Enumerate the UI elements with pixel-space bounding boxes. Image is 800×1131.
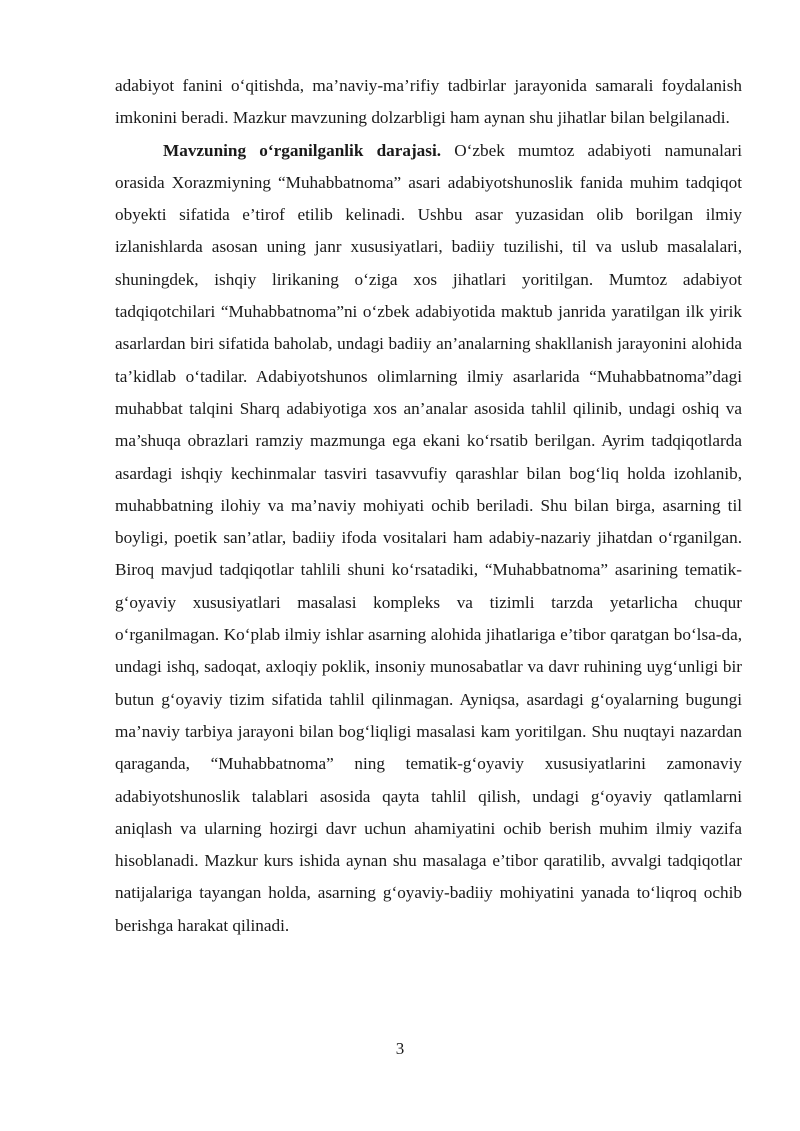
document-page: [115, 70, 742, 942]
section-heading: Mavzuning o‘rganilganlik darajasi.: [163, 140, 442, 160]
section-body: O‘zbek mumtoz adabiyoti namunalari orasida Xorazmiyning “Muhabbatnoma” asari adabiyotshunoslik fanida muhim tadqiqot obyekti sifatida e’tirof etilib kelinadi. Ushbu asar yuzasidan olib borilgan ilmiy izlanishlarda asosan uning janr xususiyatlari, badiiy tuzilishi, til va uslub masalalari, shuningdek, ishqiy lirikaning o‘ziga xos jihatlari yoritilgan. Mumtoz adabiyot tadqiqotchilari “Muhabbatnoma”ni o‘zbek adabiyotida maktub janrida yaratilgan ilk yirik asarlardan biri sifatida baholab, undagi badiiy an’analarning shakllanish jarayonini alohida ta’kidlab o‘tadilar. Adabiyotshunos olimlarning ilmiy asarlarida “Muhabbatnoma”dagi muhabbat talqini Sharq adabiyotiga xos an’analar asosida tahlil qilinib, undagi oshiq va ma’shuqa obrazlari ramziy mazmunga ega ekani ko‘rsatib berilgan. Ayrim tadqiqotlarda asardagi ishqiy kechinmalar tasviri tasavvufiy qarashlar bilan bog‘liq holda izohlanib, muhabbatning ilohiy va ma’naviy mohiyati ochib beriladi. Shu bilan birga, asarning til boyligi, poetik san’atlar, badiiy ifoda vositalari ham adabiy-nazariy jihatdan o‘rganilgan. Biroq mavjud tadqiqotlar tahlili shuni ko‘rsatadiki, “Muhabbatnoma” asarining tematik-g‘oyaviy xususiyatlari masalasi kompleks va tizimli tarzda yetarlicha chuqur o‘rganilmagan. Ko‘plab ilmiy ishlar asarning alohida jihatlariga e’tibor qaratgan bo‘lsa-da, undagi ishq, sadoqat, axloqiy poklik, insoniy munosabatlar va davr ruhining uyg‘unligi bir butun g‘oyaviy tizim sifatida tahlil qilinmagan. Ayniqsa, asardagi g‘oyalarning bugungi ma’naviy tarbiya jarayoni bilan bog‘liqligi masalasi kam yoritilgan. Shu nuqtayi nazardan qaraganda, “Muhabbatnoma” ning tematik-g‘oyaviy xususiyatlarini zamonaviy adabiyotshunoslik talablari asosida qayta tahlil qilish, undagi g‘oyaviy qatlamlarni aniqlash va ularning hozirgi davr uchun ahamiyatini ochib berish muhim ilmiy vazifa hisoblanadi. Mazkur kurs ishida aynan shu masalaga e’tibor qaratilib, avvalgi tadqiqotlar natijalariga tayangan holda, asarning g‘oyaviy-badiiy mohiyatini yanada to‘liqroq ochib berishga harakat qilinadi.: [115, 140, 742, 935]
continuation-paragraph: adabiyot fanini o‘qitishda, ma’naviy-ma’rifiy tadbirlar jarayonida samarali foydalanish imkonini beradi. Mazkur mavzuning dolzarbligi ham aynan shu jihatlar bilan belgilanadi.: [115, 76, 742, 128]
page-number: 3: [395, 1039, 405, 1058]
section-paragraph: [115, 135, 742, 942]
